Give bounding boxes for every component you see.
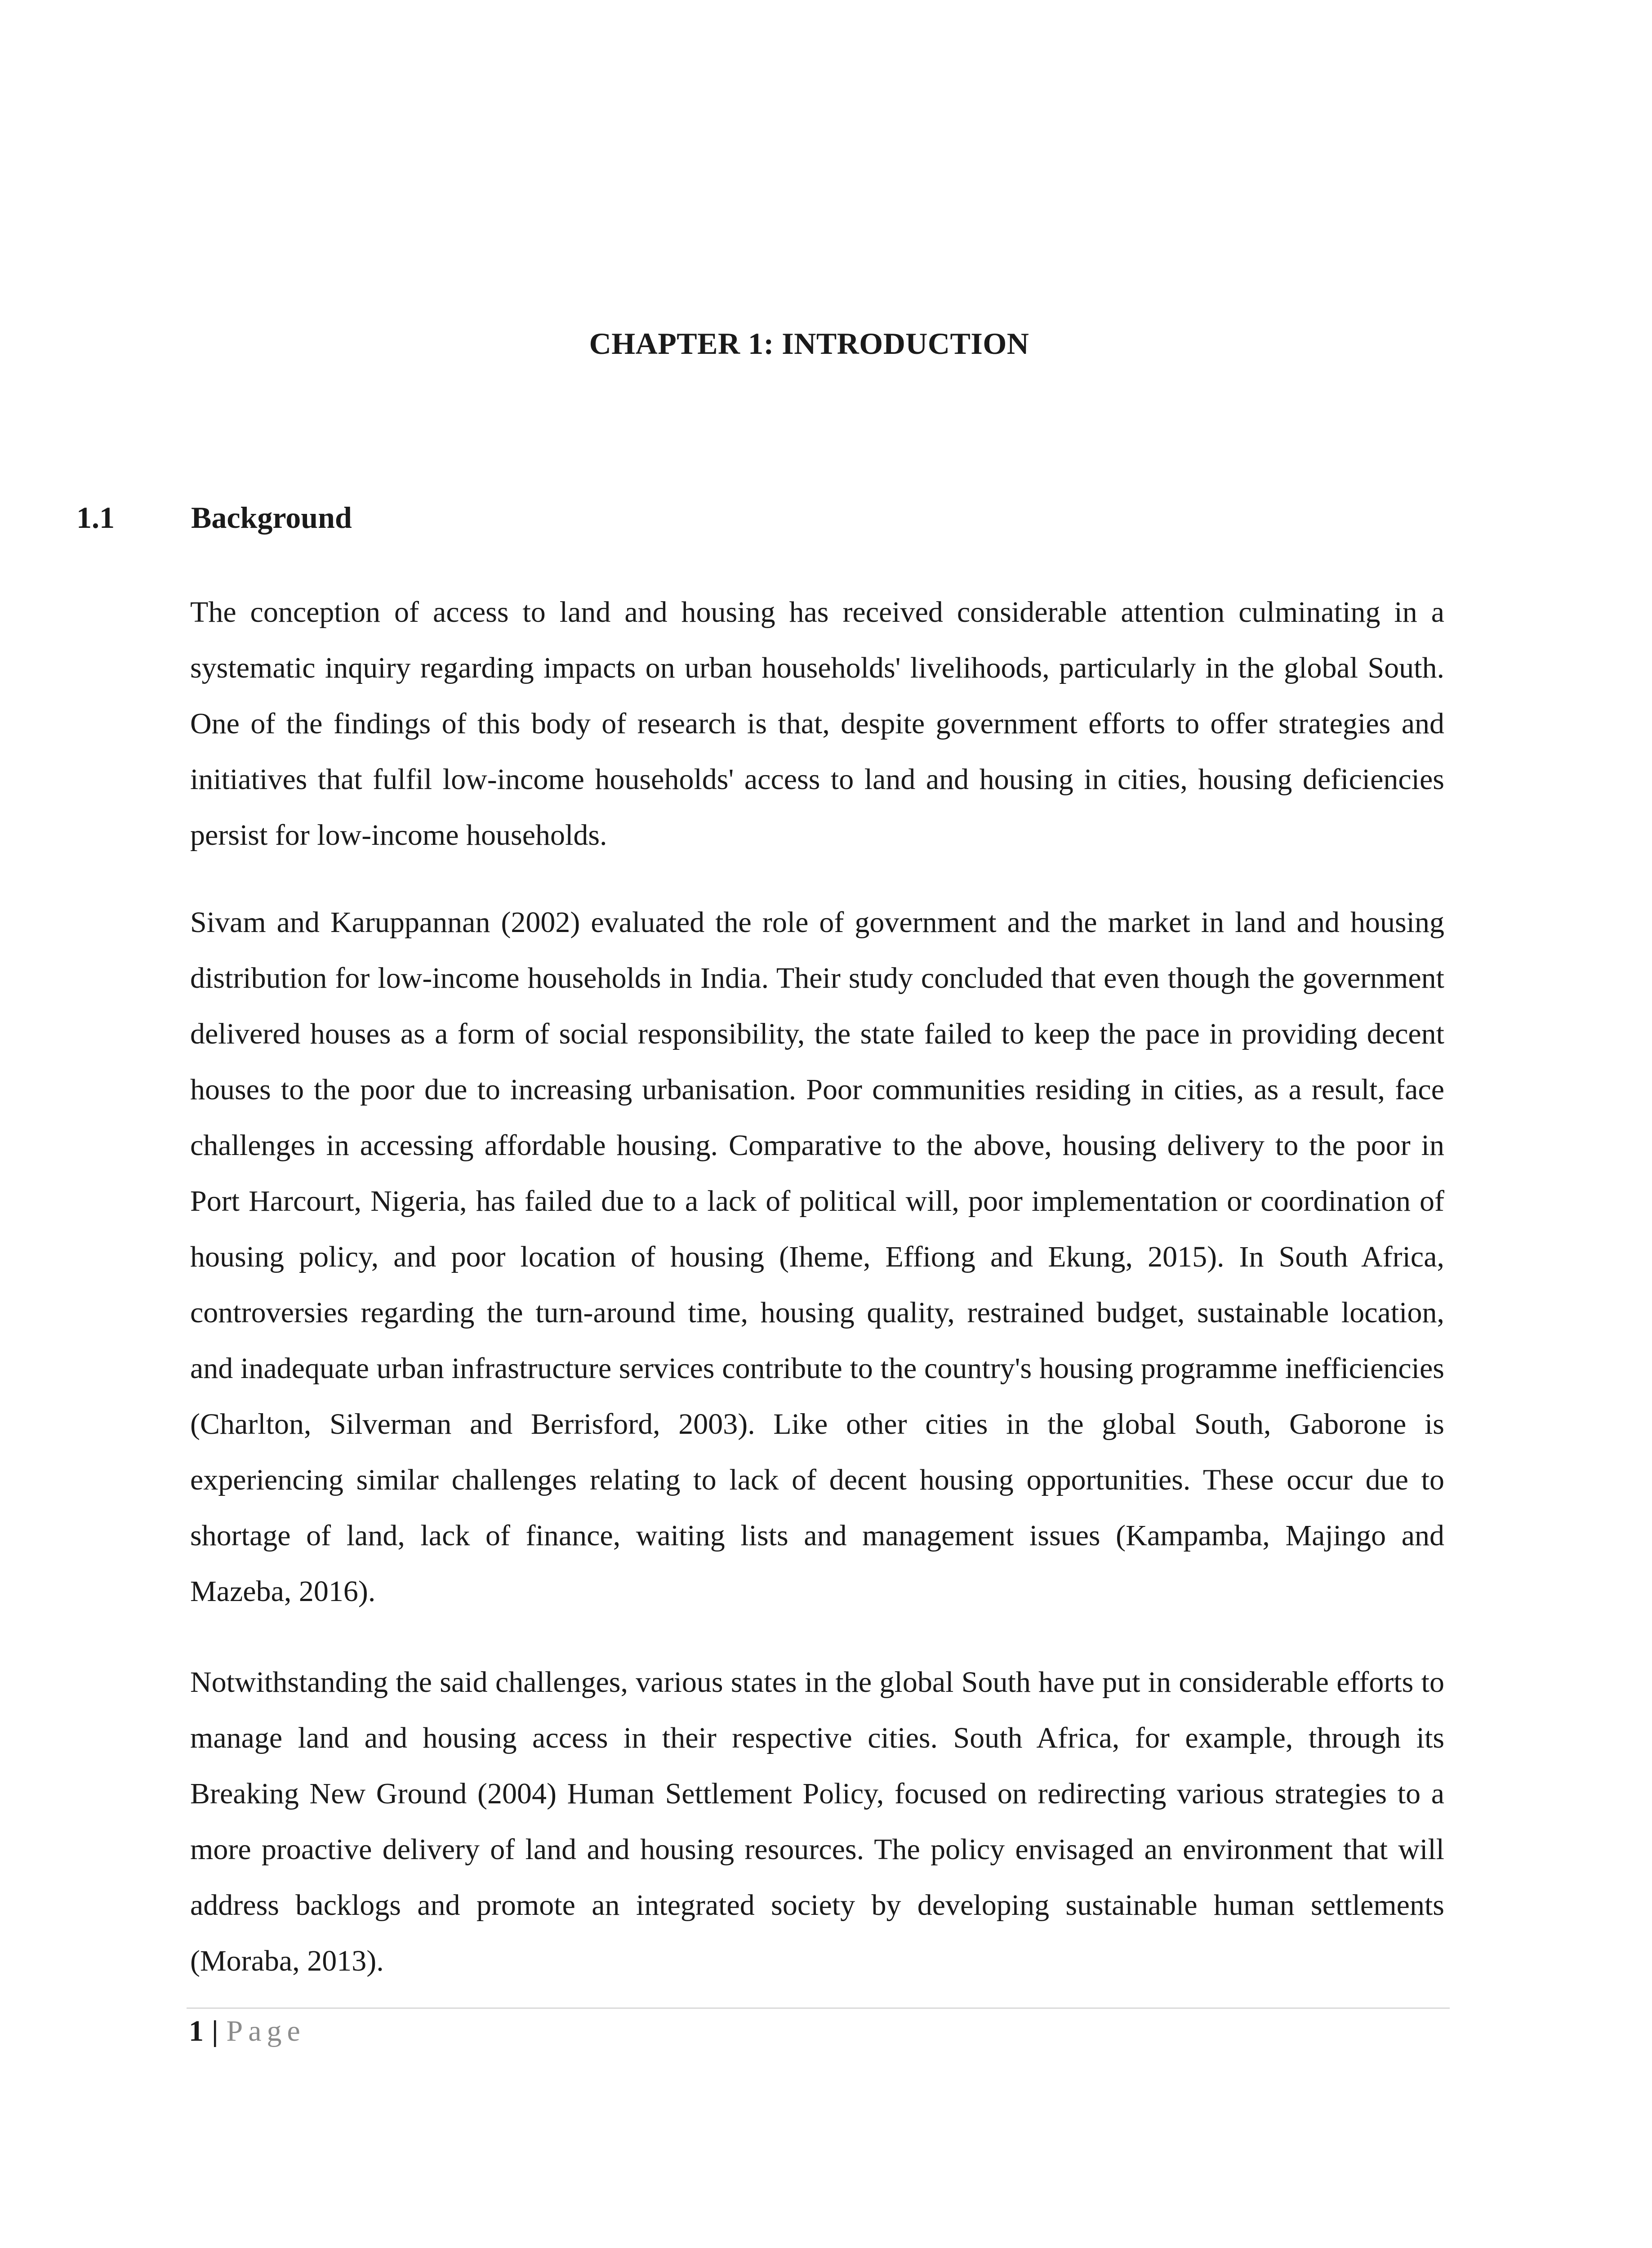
section-title: Background — [191, 500, 352, 535]
section-number: 1.1 — [76, 500, 115, 535]
section-heading — [76, 500, 352, 535]
paragraph-3: Notwithstanding the said challenges, various states in the global South have put in considerable efforts to manage land and housing access in their respective cities. South Africa, for example, through its Breaking New Ground (2004) Human Settlement Policy, focused on redirecting various strategies to a more proactive delivery of land and housing resources. The policy envisaged an environment that will address backlogs and promote an integrated society by developing sustainable human settlements (Moraba, 2013). — [190, 1666, 1444, 1977]
paragraph-1: The conception of access to land and housing has received considerable attention culminating in a systematic inquiry regarding impacts on urban households' livelihoods, particularly in the global South. One of the findings of this body of research is that, despite government efforts to offer strategies and initiatives that fulfil low-income households' access to land and housing in cities, housing deficiencies persist for low-income households. — [190, 596, 1444, 852]
page-footer — [189, 2014, 306, 2048]
footer-separator: | — [212, 2015, 218, 2047]
page-number: 1 — [189, 2015, 204, 2047]
paragraph-2: Sivam and Karuppannan (2002) evaluated the role of government and the market in land and housing distribution for low-income households in India. Their study concluded that even though the government delivered houses as a form of social responsibility, the state failed to keep the pace in providing decent houses to the poor due to increasing urbanisation. Poor communities residing in cities, as a result, face challenges in accessing affordable housing. Comparative to the above, housing delivery to the poor in Port Harcourt, Nigeria, has failed due to a lack of political will, poor implementation or coordination of housing policy, and poor location of housing (Iheme, Effiong and Ekung, 2015). In South Africa, controversies regarding the turn-around time, housing quality, restrained budget, sustainable location, and inadequate urban infrastructure services contribute to the country's housing programme inefficiencies (Charlton, Silverman and Berrisford, 2003). Like other cities in the global South, Gaborone is experiencing similar challenges relating to lack of decent housing opportunities. These occur due to shortage of land, lack of finance, waiting lists and management issues (Kampamba, Majingo and Mazeba, 2016). — [190, 906, 1444, 1608]
footer-divider — [187, 2007, 1450, 2009]
page-label: Page — [226, 2015, 306, 2047]
chapter-title: CHAPTER 1: INTRODUCTION — [589, 326, 1029, 361]
